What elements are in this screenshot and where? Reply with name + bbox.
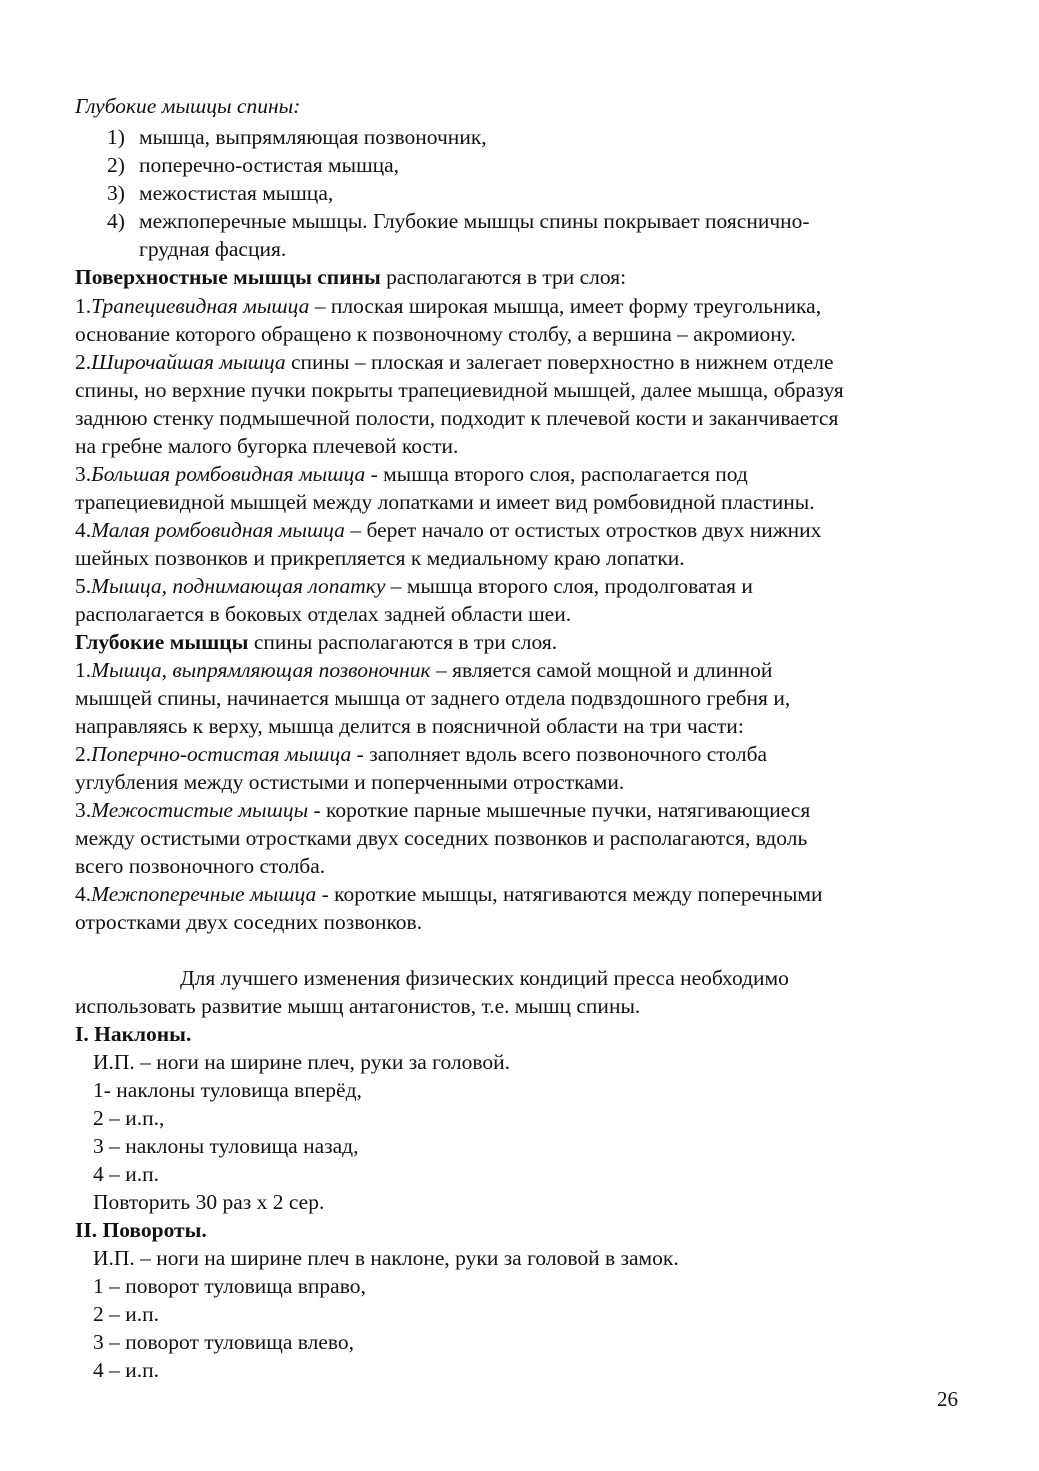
paragraph-line: располагается в боковых отделах задней области шеи. — [75, 602, 572, 626]
paragraph-line: на гребне малого бугорка плечевой кости. — [75, 434, 459, 458]
section-heading-superficial — [75, 267, 626, 289]
paragraph-line: 5.Мышца, поднимающая лопатку – мышца второго слоя, продолговатая и — [75, 574, 753, 598]
muscle-term: Широчайшая мышца — [91, 350, 286, 374]
muscle-term: Мышца, поднимающая лопатку — [91, 574, 386, 598]
paragraph-line: отростками двух соседних позвонков. — [75, 910, 423, 934]
muscle-term: Межпоперечные мышца — [91, 882, 317, 906]
paragraph-line: направляясь к верху, мышца делится в поясничной области на три части: — [75, 714, 744, 738]
paragraph-line: 2.Поперчно-остистая мышца - заполняет вдоль всего позвоночного столба — [75, 742, 768, 766]
exercise-line: 3 – поворот туловища влево, — [93, 1330, 355, 1354]
paragraph-line: мышцей спины, начинается мышца от заднего отдела подвздошного гребня и, — [75, 686, 791, 710]
muscle-term: Большая ромбовидная мышца — [91, 462, 366, 486]
intro-heading: Глубокие мышцы спины: — [75, 94, 301, 118]
paragraph-line: 3.Большая ромбовидная мышца - мышца второго слоя, располагается под — [75, 462, 748, 486]
list-item-text: межостистая мышца, — [139, 181, 334, 205]
paragraph-line: заднюю стенку подмышечной полости, подходит к плечевой кости и заканчивается — [75, 406, 839, 430]
paragraph-line: 2.Широчайшая мышца спины – плоская и залегает поверхностно в нижнем отделе — [75, 350, 834, 374]
paragraph-line: Для лучшего изменения физических кондиций пресса необходимо — [180, 966, 789, 990]
heading-bold: Глубокие мышцы — [75, 630, 249, 654]
paragraph-line: использовать развитие мышц антагонистов, т.е. мышц спины. — [75, 994, 641, 1018]
paragraph-line: 4.Межпоперечные мышца - короткие мышцы, натягиваются между поперечными — [75, 882, 823, 906]
exercise-title: II. Повороты. — [75, 1218, 207, 1242]
paragraph-line: основание которого обращено к позвоночному столбу, а вершина – акромиону. — [75, 322, 796, 346]
section-heading-deep — [75, 632, 557, 654]
exercise-line: 1 – поворот туловища вправо, — [93, 1274, 366, 1298]
paragraph-line: углубления между остистыми и поперченными отростками. — [75, 770, 625, 794]
list-item-number: 3) — [107, 181, 125, 205]
list-item-number: 4) — [107, 209, 125, 233]
paragraph-line: 1.Мышца, выпрямляющая позвоночник – является самой мощной и длинной — [75, 658, 773, 682]
exercise-line: 2 – и.п. — [93, 1302, 160, 1326]
list-item-continuation: грудная фасция. — [139, 237, 287, 261]
list-item-text: поперечно-остистая мышца, — [139, 153, 400, 177]
exercise-line: 4 – и.п. — [93, 1162, 160, 1186]
list-item-number: 1) — [107, 125, 125, 149]
justified-line: межпоперечные мышцы. Глубокие мышцы спины покрывает пояснично- — [139, 209, 810, 233]
list-item-number: 2) — [107, 153, 125, 177]
exercise-line: И.П. – ноги на ширине плеч, руки за головой. — [93, 1050, 511, 1074]
exercise-line: 4 – и.п. — [93, 1358, 160, 1382]
paragraph-line: 3.Межостистые мышцы - короткие парные мышечные пучки, натягивающиеся — [75, 798, 811, 822]
heading-rest: располагаются в три слоя: — [380, 265, 627, 289]
muscle-term: Мышца, выпрямляющая позвоночник — [91, 658, 431, 682]
exercise-line: И.П. – ноги на ширине плеч в наклоне, руки за головой в замок. — [93, 1246, 679, 1270]
exercise-line: Повторить 30 раз х 2 сер. — [93, 1190, 325, 1214]
paragraph-line: трапециевидной мышцей между лопатками и имеет вид ромбовидной пластины. — [75, 490, 815, 514]
exercise-line: 3 – наклоны туловища назад, — [93, 1134, 359, 1158]
paragraph-line: между остистыми отростками двух соседних позвонков и располагаются, вдоль — [75, 826, 808, 850]
muscle-term: Трапециевидная мышца — [91, 294, 310, 318]
heading-rest: спины располагаются в три слоя. — [248, 630, 558, 654]
heading-bold: Поверхностные мышцы спины — [75, 265, 381, 289]
list-item-text — [139, 211, 959, 233]
exercise-title: I. Наклоны. — [75, 1022, 192, 1046]
paragraph-line: 1.Трапециевидная мышца – плоская широкая мышца, имеет форму треугольника, — [75, 294, 822, 318]
paragraph-line: всего позвоночного столба. — [75, 854, 326, 878]
exercise-line: 2 – и.п., — [93, 1106, 165, 1130]
list-item-text: мышца, выпрямляющая позвоночник, — [139, 125, 487, 149]
muscle-term: Межостистые мышцы — [91, 798, 309, 822]
page-number: 26 — [937, 1387, 958, 1411]
paragraph-line: спины, но верхние пучки покрыты трапециевидной мышцей, далее мышца, образуя — [75, 378, 844, 402]
paragraph-line: шейных позвонков и прикрепляется к медиальному краю лопатки. — [75, 546, 685, 570]
muscle-term: Малая ромбовидная мышца — [91, 518, 345, 542]
paragraph-line: 4.Малая ромбовидная мышца – берет начало от остистых отростков двух нижних — [75, 518, 822, 542]
muscle-term: Поперчно-остистая мышца — [91, 742, 352, 766]
exercise-line: 1- наклоны туловища вперёд, — [93, 1078, 362, 1102]
